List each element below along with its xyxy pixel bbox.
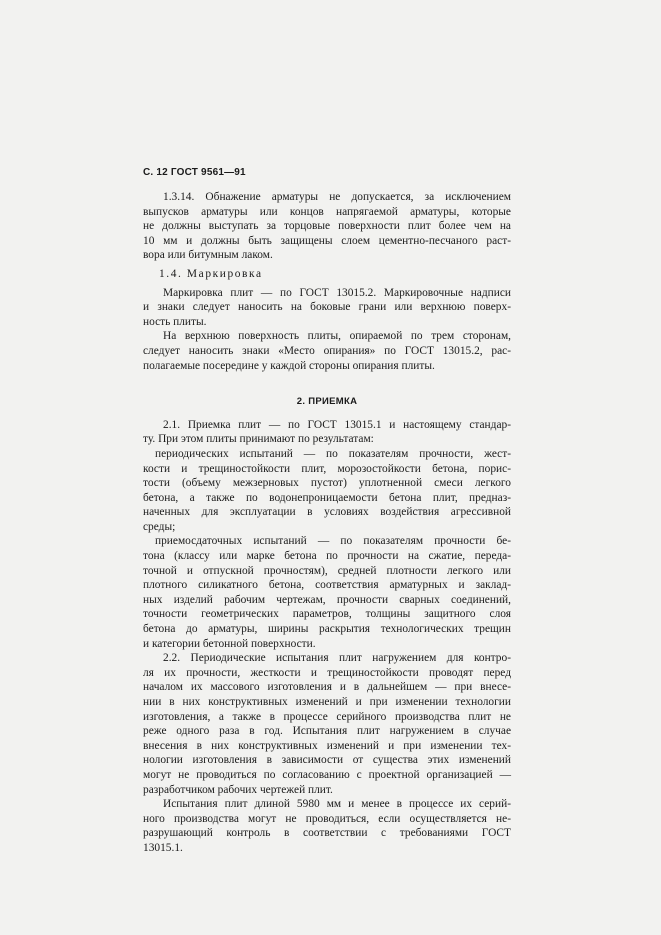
document-body bbox=[143, 190, 511, 856]
text-line: приемосдаточных испытаний — по показателям прочности бе- bbox=[155, 535, 511, 548]
paragraph-1-3-14 bbox=[143, 190, 511, 263]
text-line: разработчиком рабочих чертежей плит. bbox=[143, 783, 333, 796]
text-line: могут не проводиться по согласованию с проектной организацией — bbox=[143, 768, 511, 781]
text-line: бетона до арматуры, ширины раскрытия технологических трещин bbox=[143, 623, 511, 636]
text-line: началом их массового изготовления и в дальнейшем — при внесе- bbox=[143, 681, 511, 694]
paragraph-tests-serial bbox=[143, 797, 511, 855]
text-line: 10 мм и должны быть защищены слоем цементно-песчаного раст- bbox=[143, 234, 511, 247]
text-line: следует наносить знаки «Место опирания» по ГОСТ 13015.2, рас- bbox=[143, 344, 511, 357]
text-line: тона (классу или марке бетона по прочности на сжатие, переда- bbox=[143, 550, 511, 563]
text-line: 13015.1. bbox=[143, 841, 183, 854]
text-line: Испытания плит длиной 5980 мм и менее в процессе их серий- bbox=[163, 798, 511, 811]
text-line: вора или битумным лаком. bbox=[143, 249, 273, 262]
text-line: ных изделий рабочим чертежам, прочности сварных соединений, bbox=[143, 593, 511, 606]
paragraph-marking-2 bbox=[143, 329, 511, 373]
text-line: ля их прочности, жесткости и трещиностойкости проводят перед bbox=[143, 666, 511, 679]
text-line: наченных для эксплуатации в условиях воздействия агрессивной bbox=[143, 506, 511, 519]
text-line: нологии изготовления в зависимости от существа этих изменений bbox=[143, 754, 511, 767]
text-line: и знаки следует наносить на боковые грани или верхнюю поверх- bbox=[143, 301, 511, 314]
text-line: выпусков арматуры или концов напрягаемой арматуры, которые bbox=[143, 205, 511, 218]
text-line: 2.2. Периодические испытания плит нагружением для контро- bbox=[163, 652, 511, 665]
paragraph-2-2 bbox=[143, 651, 511, 797]
text-line: ного производства могут не проводиться, если осуществляется не- bbox=[143, 812, 511, 825]
text-line: кости и трещиностойкости плит, морозостойкости бетона, порис- bbox=[143, 462, 511, 475]
text-line: среды; bbox=[143, 520, 176, 533]
paragraph-periodic-tests bbox=[143, 447, 511, 535]
paragraph-acceptance-tests bbox=[143, 534, 511, 651]
text-line: точной и отпускной прочностям), средней плотности легкого или bbox=[143, 564, 511, 577]
page-header: С. 12 ГОСТ 9561—91 bbox=[143, 167, 246, 178]
text-line: реже одного раза в год. Испытания плит нагружением в случае bbox=[143, 725, 511, 738]
text-line: ность плиты. bbox=[143, 315, 207, 328]
text-line: 1.3.14. Обнажение арматуры не допускается, за исключением bbox=[163, 191, 511, 203]
text-line: плотного силикатного бетона, соответствия арматурных и заклад- bbox=[143, 579, 511, 592]
text-line: ту. При этом плиты принимают по результатам: bbox=[143, 433, 374, 446]
text-line: точности геометрических параметров, толщины защитного слоя bbox=[143, 608, 511, 621]
text-line: разрушающий контроль в соответствии с требованиями ГОСТ bbox=[143, 827, 511, 840]
text-line: изготовления, а также в процессе серийного производства плит не bbox=[143, 710, 511, 723]
text-line: и категории бетонной поверхности. bbox=[143, 637, 316, 650]
paragraph-2-1 bbox=[143, 418, 511, 447]
text-line: полагаемые посередине у каждой стороны опирания плиты. bbox=[143, 359, 435, 372]
text-line: нии в них конструктивных изменений и при изменении технологии bbox=[143, 696, 511, 708]
text-line: тости (объему межзерновых пустот) уплотненной смеси легкого bbox=[143, 477, 511, 490]
text-line: не должны выступать за торцовые поверхности плит более чем на bbox=[143, 220, 511, 233]
section-title-acceptance: 2. ПРИЕМКА bbox=[296, 396, 358, 408]
text-line: 2.1. Приемка плит — по ГОСТ 13015.1 и настоящему стандар- bbox=[163, 418, 511, 431]
text-line: бетона, а также по водонепроницаемости бетона плит, предназ- bbox=[143, 491, 511, 504]
text-line: На верхнюю поверхность плиты, опираемой по трем сторонам, bbox=[163, 330, 511, 343]
text-line: внесения в них конструктивных изменений и при изменении тех- bbox=[143, 739, 511, 752]
subsection-heading-marking: 1.4. Маркировка bbox=[159, 267, 263, 280]
text-line: периодических испытаний — по показателям прочности, жест- bbox=[155, 447, 511, 460]
text-line: Маркировка плит — по ГОСТ 13015.2. Маркировочные надписи bbox=[163, 286, 511, 299]
paragraph-marking-1 bbox=[143, 286, 511, 330]
